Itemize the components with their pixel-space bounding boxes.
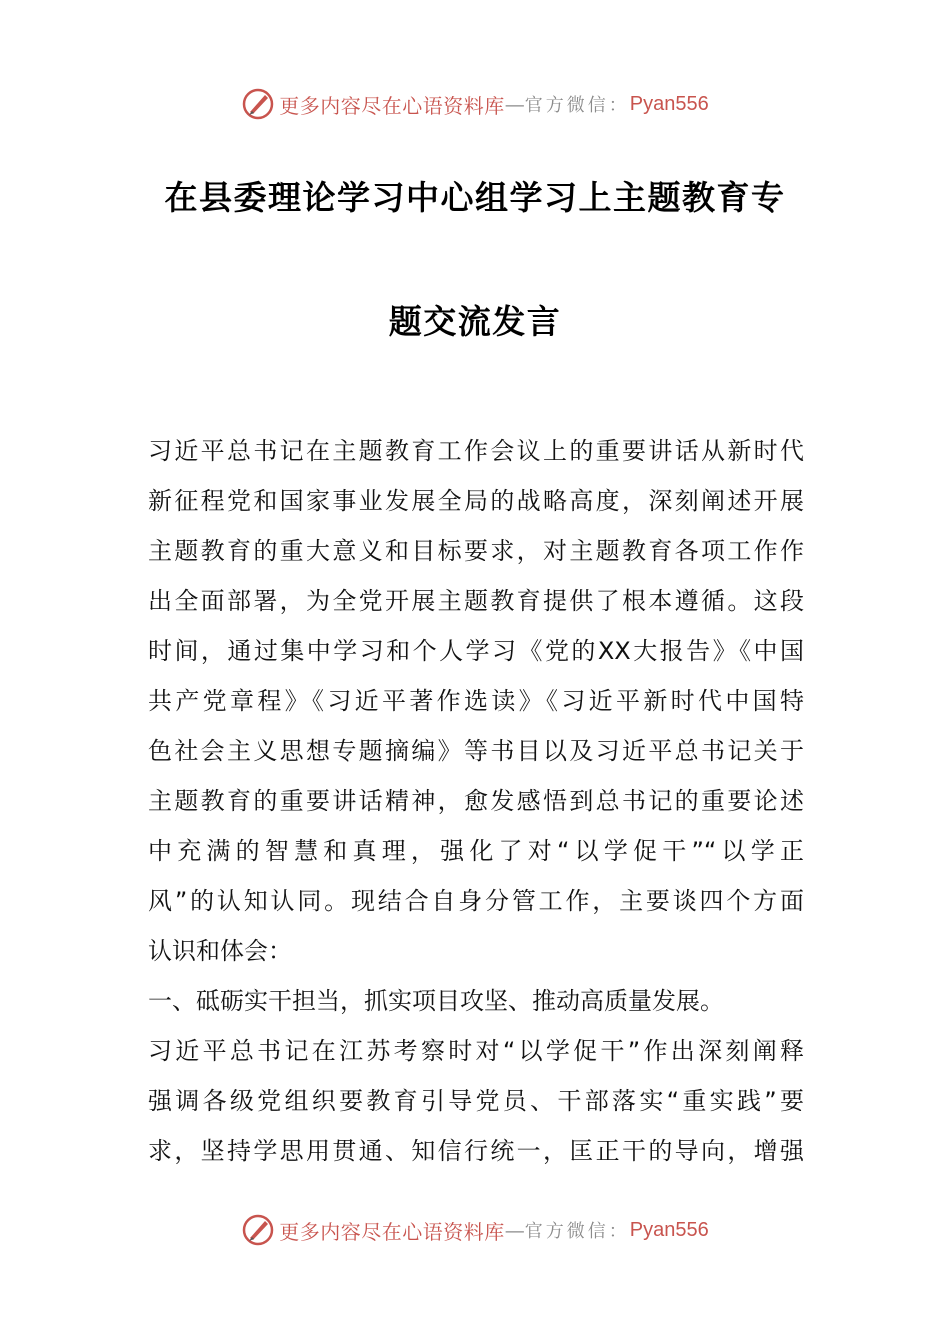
body-line: 共产党章程》《习近平著作选读》《习近平新时代中国特 [148, 687, 804, 715]
watermark-label: 官方微信： [524, 95, 630, 116]
watermark-dash: — [504, 92, 525, 116]
pen-circle-logo-icon [241, 87, 275, 121]
body-line: 新征程党和国家事业发展全局的战略高度，深刻阐述开展 [148, 487, 804, 515]
watermark-label: 官方微信： [524, 1221, 630, 1242]
body-line: 习近平总书记在江苏考察时对“以学促干”作出深刻阐释 [148, 1037, 804, 1065]
watermark-main-text: 更多内容尽在心语资料库 [279, 1219, 505, 1244]
document-title-line1: 在县委理论学习中心组学习上主题教育专 [164, 178, 786, 217]
body-line: 出全面部署，为全党开展主题教育提供了根本遵循。这段 [148, 587, 804, 615]
body-line: 习近平总书记在主题教育工作会议上的重要讲话从新时代 [148, 437, 804, 465]
body-line: 风”的认知认同。现结合自身分管工作，主要谈四个方面 [148, 887, 804, 915]
document-title-line2: 题交流发言 [388, 302, 562, 341]
body-line: 认识和体会： [148, 937, 292, 965]
body-line: 主题教育的重要讲话精神，愈发感悟到总书记的重要论述 [148, 787, 804, 815]
watermark-main-text: 更多内容尽在心语资料库 [279, 93, 505, 118]
document-body [148, 426, 804, 1176]
body-line: 强调各级党组织要教育引导党员、干部落实“重实践”要 [148, 1087, 804, 1115]
body-line: 色社会主义思想专题摘编》等书目以及习近平总书记关于 [148, 737, 804, 765]
body-line: 中充满的智慧和真理，强化了对“以学促干”“以学正 [148, 837, 804, 865]
watermark-dash: — [504, 1218, 525, 1242]
watermark-id: Pyan556 [629, 1218, 709, 1241]
pen-circle-logo-icon [241, 1213, 275, 1247]
body-line: 求，坚持学思用贯通、知信行统一，匡正干的导向，增强 [148, 1137, 804, 1165]
watermark-header [0, 82, 950, 126]
section-heading: 一、砥砺实干担当，抓实项目攻坚、推动高质量发展。 [148, 987, 724, 1015]
watermark-id: Pyan556 [629, 92, 709, 115]
body-line: 时间，通过集中学习和个人学习《党的XX大报告》《中国 [148, 637, 804, 665]
watermark-footer [0, 1208, 950, 1252]
body-line: 主题教育的重大意义和目标要求，对主题教育各项工作作 [148, 537, 804, 565]
